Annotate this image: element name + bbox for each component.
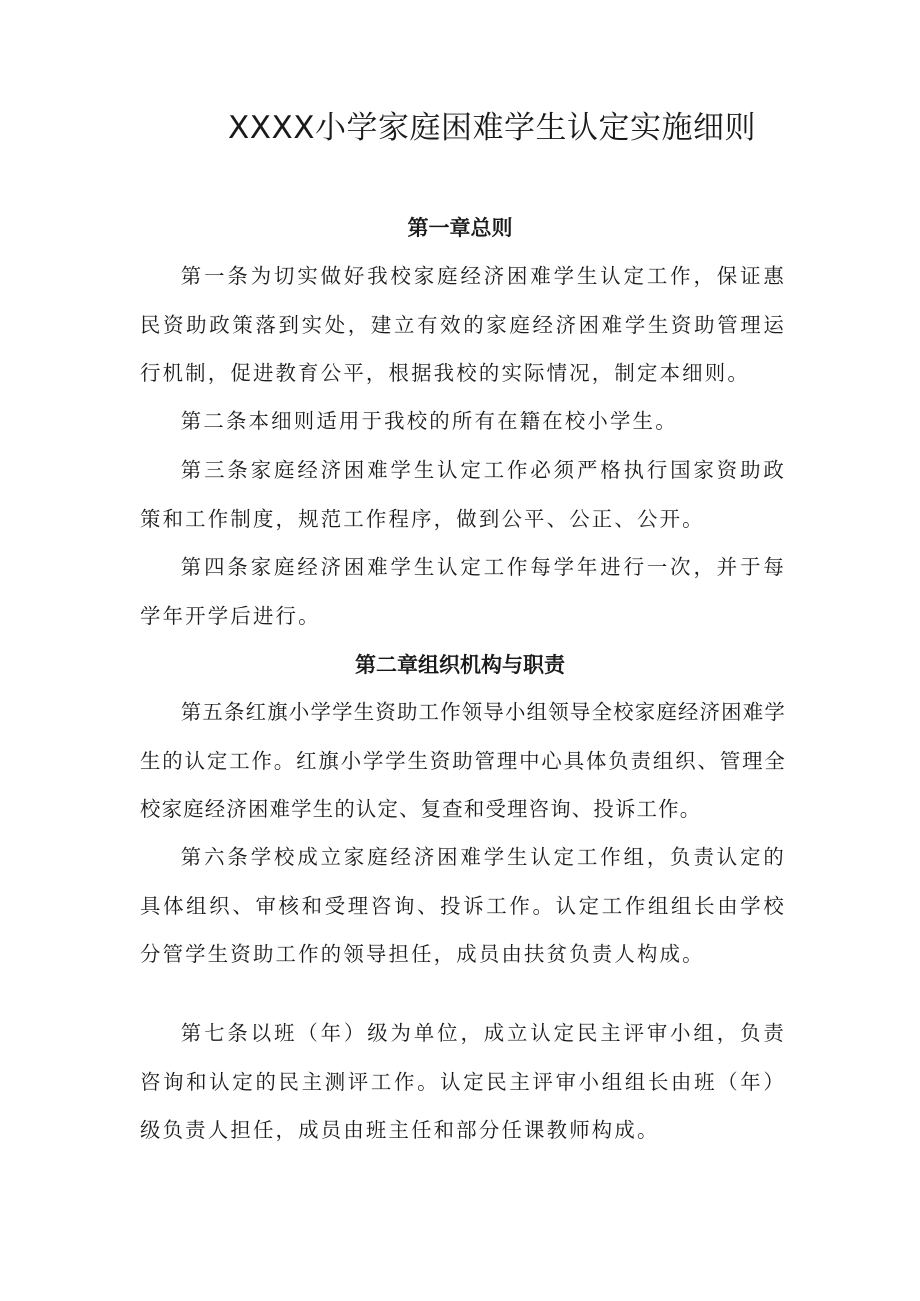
article-6: 第六条学校成立家庭经济困难学生认定工作组，负责认定的具体组织、审核和受理咨询、投诉工作。认定工作组组长由学校分管学生资助工作的领导担任，成员由扶贫负责人构成。 [140, 845, 786, 966]
article-3: 第三条家庭经济困难学生认定工作必须严格执行国家资助政策和工作制度，规范工作程序，做到公平、公正、公开。 [140, 458, 786, 531]
chapter-heading-2: 第二章组织机构与职责 [355, 653, 565, 677]
article-2: 第二条本细则适用于我校的所有在籍在校小学生。 [180, 409, 678, 433]
article-1: 第一条为切实做好我校家庭经济困难学生认定工作，保证惠民资助政策落到实处，建立有效的家庭经济困难学生资助管理运行机制，促进教育公平，根据我校的实际情况，制定本细则。 [140, 264, 786, 385]
chapter-heading-1: 第一章总则 [407, 216, 513, 240]
article-5: 第五条红旗小学学生资助工作领导小组领导全校家庭经济困难学生的认定工作。红旗小学学生资助管理中心具体负责组织、管理全校家庭经济困难学生的认定、复查和受理咨询、投诉工作。 [140, 700, 786, 821]
article-4: 第四条家庭经济困难学生认定工作每学年进行一次，并于每学年开学后进行。 [140, 555, 786, 628]
document-title: XXXX小学家庭困难学生认定实施细则 [228, 110, 756, 146]
article-7: 第七条以班（年）级为单位，成立认定民主评审小组，负责咨询和认定的民主测评工作。认定民主评审小组组长由班（年）级负责人担任，成员由班主任和部分任课教师构成。 [140, 1021, 786, 1142]
